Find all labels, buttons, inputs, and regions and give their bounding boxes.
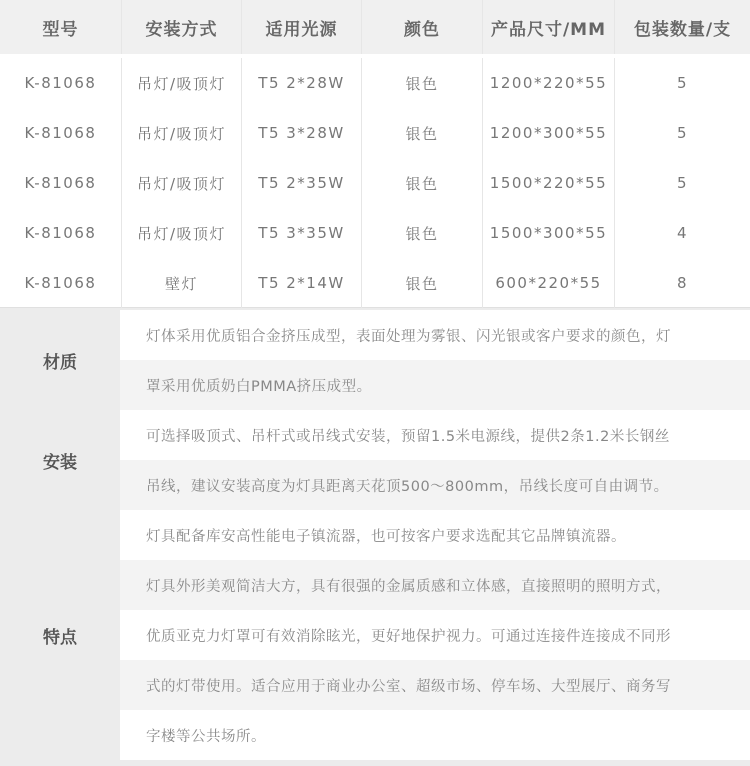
cell-model: K-81068 xyxy=(0,58,122,108)
cell-light-source: T5 2*28W xyxy=(242,58,362,108)
cell-color: 银色 xyxy=(362,158,483,208)
cell-color: 银色 xyxy=(362,208,483,258)
detail-label-material: 材质 xyxy=(43,352,77,373)
cell-light-source: T5 3*28W xyxy=(242,108,362,158)
cell-size: 1200*220*55 xyxy=(483,58,615,108)
detail-line: 吊线，建议安装高度为灯具距离天花顶500～800mm，吊线长度可自由调节。 xyxy=(120,460,750,510)
cell-install-method: 吊灯/吸顶灯 xyxy=(122,208,242,258)
header-light-source: 适用光源 xyxy=(242,0,362,54)
table-row xyxy=(0,158,750,208)
detail-line: 式的灯带使用。适合应用于商业办公室、超级市场、停车场、大型展厅、商务写 xyxy=(120,660,750,710)
cell-install-method: 吊灯/吸顶灯 xyxy=(122,58,242,108)
header-color: 颜色 xyxy=(362,0,483,54)
header-model: 型号 xyxy=(0,0,122,54)
detail-installation xyxy=(0,410,750,510)
spec-table-header xyxy=(0,0,750,54)
cell-size: 600*220*55 xyxy=(483,258,615,308)
cell-install-method: 吊灯/吸顶灯 xyxy=(122,158,242,208)
product-details xyxy=(0,310,750,760)
cell-model: K-81068 xyxy=(0,108,122,158)
cell-pack-qty: 5 xyxy=(676,124,689,142)
cell-light-source: T5 2*14W xyxy=(242,258,362,308)
header-size: 产品尺寸/MM xyxy=(483,0,615,54)
detail-line: 优质亚克力灯罩可有效消除眩光，更好地保护视力。可通过连接件连接成不同形 xyxy=(120,610,750,660)
detail-line: 灯具配备库安高性能电子镇流器，也可按客户要求选配其它品牌镇流器。 xyxy=(120,510,750,560)
cell-light-source: T5 3*35W xyxy=(242,208,362,258)
cell-color: 银色 xyxy=(362,258,483,308)
spec-table xyxy=(0,0,750,308)
cell-install-method: 壁灯 xyxy=(122,258,242,308)
cell-model: K-81068 xyxy=(0,208,122,258)
cell-model: K-81068 xyxy=(0,158,122,208)
detail-line: 罩采用优质奶白PMMA挤压成型。 xyxy=(120,360,750,410)
cell-pack-qty: 5 xyxy=(676,174,689,192)
header-pack-qty: 包装数量/支 xyxy=(633,19,732,40)
detail-label-installation: 安装 xyxy=(43,452,77,473)
detail-line: 灯体采用优质铝合金挤压成型，表面处理为雾银、闪光银或客户要求的颜色，灯 xyxy=(120,310,750,360)
cell-size: 1500*220*55 xyxy=(483,158,615,208)
header-install-method: 安装方式 xyxy=(122,0,242,54)
cell-size: 1200*300*55 xyxy=(483,108,615,158)
detail-line: 灯具外形美观简洁大方，具有很强的金属质感和立体感，直接照明的照明方式， xyxy=(120,560,750,610)
cell-pack-qty: 8 xyxy=(676,274,689,292)
cell-size: 1500*300*55 xyxy=(483,208,615,258)
cell-light-source: T5 2*35W xyxy=(242,158,362,208)
table-row xyxy=(0,208,750,258)
detail-line: 字楼等公共场所。 xyxy=(120,710,750,760)
detail-features xyxy=(0,510,750,760)
detail-material xyxy=(0,310,750,410)
cell-color: 银色 xyxy=(362,58,483,108)
cell-pack-qty: 5 xyxy=(676,74,689,92)
cell-pack-qty: 4 xyxy=(676,224,689,242)
table-row xyxy=(0,108,750,158)
cell-install-method: 吊灯/吸顶灯 xyxy=(122,108,242,158)
cell-color: 银色 xyxy=(362,108,483,158)
table-row xyxy=(0,258,750,308)
cell-model: K-81068 xyxy=(0,258,122,308)
table-row xyxy=(0,54,750,108)
detail-line: 可选择吸顶式、吊杆式或吊线式安装，预留1.5米电源线，提供2条1.2米长钢丝 xyxy=(120,410,750,460)
detail-label-features: 特点 xyxy=(43,627,77,648)
